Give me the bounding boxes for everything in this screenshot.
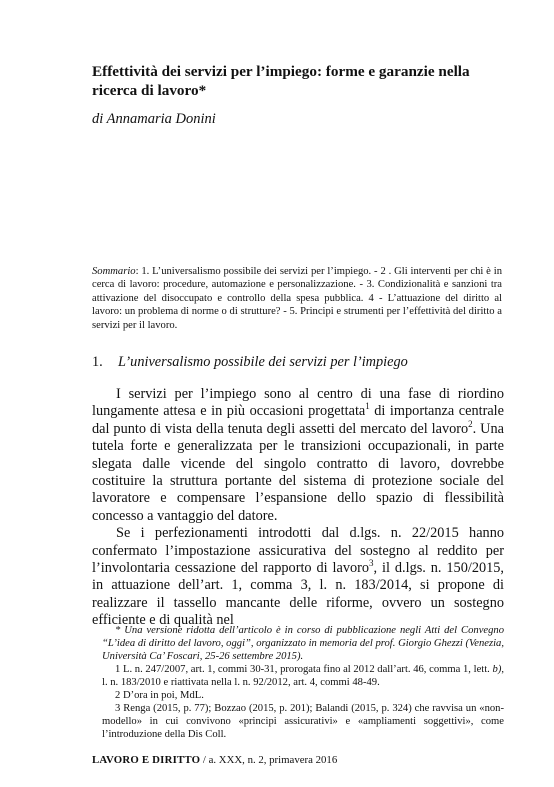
footnote-1 <box>102 663 504 689</box>
summary-label: Sommario <box>92 266 136 277</box>
paragraph-2-part-b: , il d.lgs. n. 150/2015, in attuazione dell’art. 1, comma 3, l. n. 183/2014, si propone di realizzare il tassello mancante delle riforme, ovvero un sostegno efficiente e di qualità nel <box>92 560 504 629</box>
summary-text: : 1. L’universalismo possibile dei servizi per l’impiego. - 2 . Gli interventi per chi è in cerca di lavoro: procedure, automazione e personalizzazione. - 3. Condizionalità e sanzioni tra attivazione del disoccupato e controllo della spesa pubblica. 4 - L’attuazione del diritto al lavoro: un problema di norme o di strutture? - 5. Principi e strumenti per l’effettività del diritto a servizi per il lavoro. <box>92 266 502 331</box>
footnote-ref-1: 1 <box>365 401 370 412</box>
paragraph-2 <box>92 525 504 629</box>
paragraph-1-part-a: I servizi per l’impiego sono al centro di una fase di riordino lungamente attesa e in più occasioni progettata <box>92 386 504 420</box>
footnote-ref-3: 3 <box>369 558 374 569</box>
paragraph-1-part-c: . Una tutela forte e generalizzata per le transizioni occupazionali, in parte slegata dalle vicende del singolo contratto di lavoro, dovrebbe costituire la struttura portante del sistema di protezione sociale del lavoratore e compensare l’espansione dello spazio di flessibilità concesso a vantaggio del datore. <box>92 420 504 524</box>
footnote-2: 2 D’ora in poi, MdL. <box>115 690 204 701</box>
section-title: L’universalismo possibile dei servizi per l’impiego <box>118 354 408 370</box>
section-number: 1. <box>92 354 103 370</box>
article-author: di Annamaria Donini <box>92 111 216 127</box>
section-heading <box>92 354 554 371</box>
paragraph-1-part-b: di importanza centrale dal punto di vista della tenuta degli assetti del mercato del lavoro <box>92 403 504 437</box>
footnote-1-part-c: , l. n. 183/2010 e riattivata nella l. n. 92/2012, art. 4, commi 48-49. <box>102 664 504 688</box>
paragraph-1 <box>92 386 504 525</box>
footnote-1-part-b: b) <box>492 664 502 675</box>
footnote-ref-2: 2 <box>468 419 473 430</box>
footnote-star: * Una versione ridotta dell’articolo è in corso di pubblicazione negli Atti del Convegno “L’idea di diritto del lavoro, oggi”, organizzato in memoria del prof. Giorgio Ghezzi (Venezia, Università Ca’ Foscari, 25-26 settembre 2015). <box>102 625 504 662</box>
journal-name: LAVORO E DIRITTO <box>92 754 201 766</box>
footnote-1-part-a: 1 L. n. 247/2007, art. 1, commi 30-31, prorogata fino al 2012 dall’art. 46, comma 1, lett. <box>115 664 493 675</box>
summary <box>92 265 502 332</box>
body-text <box>92 386 504 630</box>
paragraph-2-part-a: Se i perfezionamenti introdotti dal d.lgs. n. 22/2015 hanno confermato l’impostazione assicurativa del sostegno al reddito per l’involontaria cessazione del rapporto di lavoro <box>92 525 504 577</box>
footnote-3: 3 Renga (2015, p. 77); Bozzao (2015, p. 201); Balandi (2015, p. 324) che ravvisa un «non-modello» in cui convivono «principi assicurativi» e «ampliamenti soggettivi», come l’introduzione della Dis Coll. <box>102 703 504 740</box>
article-title: Effettività dei servizi per l’impiego: forme e garanzie nella ricerca di lavoro* <box>92 63 470 99</box>
page-footer <box>92 754 554 766</box>
footnotes <box>102 624 504 741</box>
journal-issue: / a. XXX, n. 2, primavera 2016 <box>200 754 338 766</box>
